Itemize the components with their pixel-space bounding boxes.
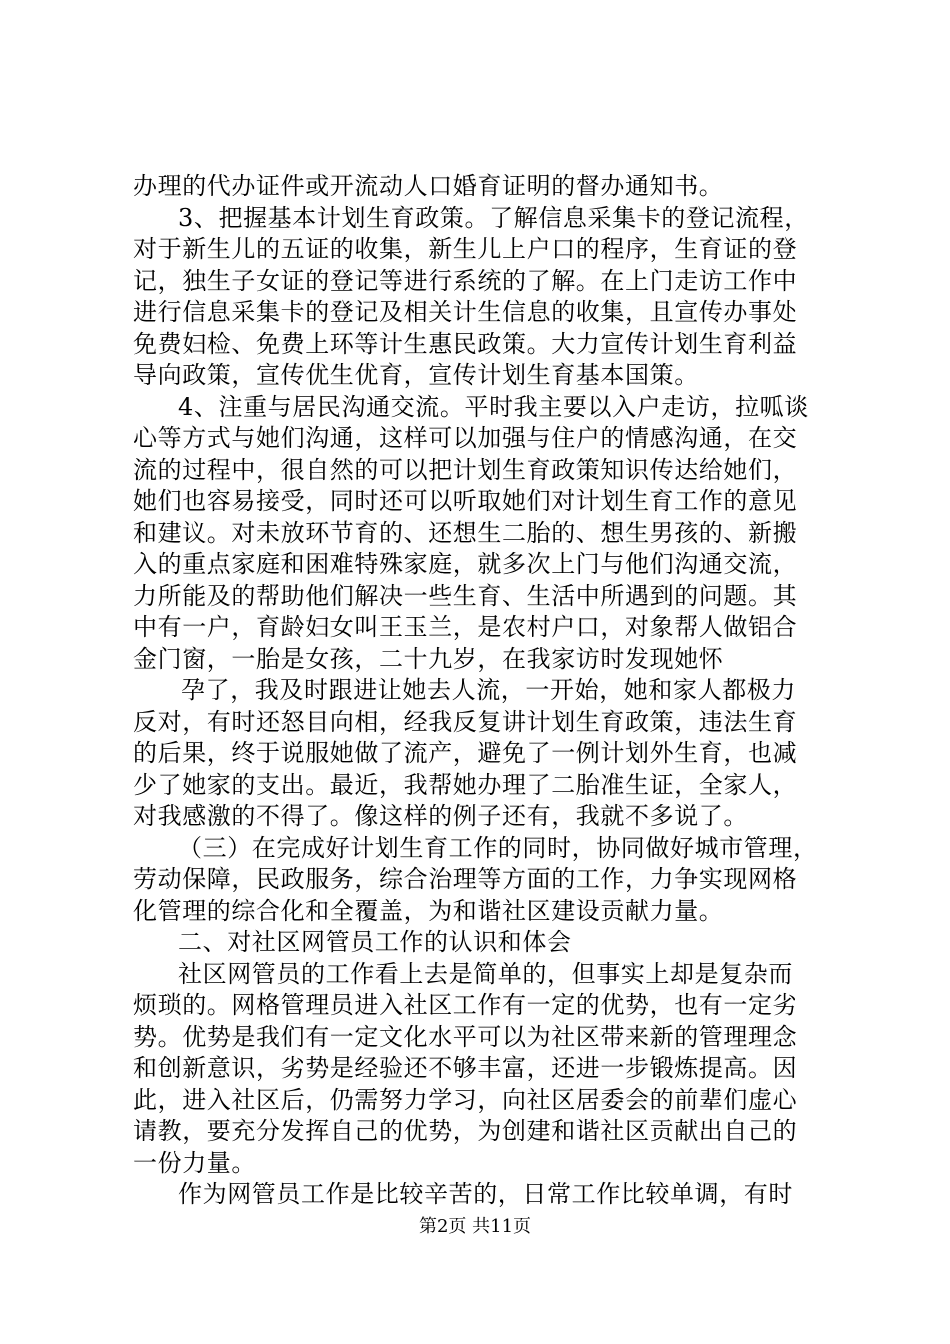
text-line: 和创新意识，劣势是经验还不够丰富，还进一步锻炼提高。因 <box>133 1054 798 1082</box>
text-line: 流的过程中，很自然的可以把计划生育政策知识传达给她们， <box>133 455 798 484</box>
text-line: （三）在完成好计划生育工作的同时，协同做好城市管理， <box>178 833 818 862</box>
text-line: 心等方式与她们沟通，这样可以加强与住户的情感沟通，在交 <box>133 424 798 452</box>
text-line: 孕了，我及时跟进让她去人流，一开始，她和家人都极力 <box>181 676 796 704</box>
text-line: 对于新生儿的五证的收集，新生儿上户口的程序，生育证的登 <box>133 235 798 263</box>
text-line: 作为网管员工作是比较辛苦的，日常工作比较单调，有时 <box>178 1180 793 1208</box>
text-line: 和建议。对未放环节育的、还想生二胎的、想生男孩的、新搬 <box>133 518 798 547</box>
text-line: 社区网管员的工作看上去是简单的，但事实上却是复杂而 <box>178 959 793 988</box>
text-line: 中有一户，育龄妇女叫王玉兰，是农村户口，对象帮人做铝合 <box>133 613 798 641</box>
text-line: 3、把握基本计划生育政策。了解信息采集卡的登记流程， <box>178 203 809 232</box>
text-line: 办理的代办证件或开流动人口婚育证明的督办通知书。 <box>133 172 724 200</box>
text-line: 反对，有时还怒目向相，经我反复讲计划生育政策，违法生育 <box>133 707 798 736</box>
text-line: 入的重点家庭和困难特殊家庭，就多次上门与他们沟通交流， <box>133 550 798 578</box>
text-line: 对我感激的不得了。像这样的例子还有，我就不多说了。 <box>133 802 748 830</box>
text-line: 4、注重与居民沟通交流。平时我主要以入户走访，拉呱谈 <box>178 392 809 421</box>
text-line: 进行信息采集卡的登记及相关计生信息的收集，且宣传办事处 <box>133 298 798 326</box>
text-line: 烦琐的。网格管理员进入社区工作有一定的优势，也有一定劣 <box>133 991 798 1019</box>
document-body <box>133 171 833 1211</box>
text-line: 金门窗，一胎是女孩，二十九岁，在我家访时发现她怀 <box>133 644 724 673</box>
text-line: 此，进入社区后，仍需努力学习，向社区居委会的前辈们虚心 <box>133 1085 798 1114</box>
text-line: 劳动保障，民政服务，综合治理等方面的工作，力争实现网格 <box>133 865 798 893</box>
text-line: 免费妇检、免费上环等计生惠民政策。大力宣传计划生育利益 <box>133 329 798 358</box>
text-line: 导向政策，宣传优生优育，宣传计划生育基本国策。 <box>133 361 699 389</box>
text-line: 力所能及的帮助他们解决一些生育、生活中所遇到的问题。其 <box>133 581 798 610</box>
text-line: 一份力量。 <box>133 1148 256 1177</box>
text-line: 她们也容易接受，同时还可以听取她们对计划生育工作的意见 <box>133 487 798 515</box>
section-heading: 二、对社区网管员工作的认识和体会 <box>178 928 572 956</box>
text-line: 势。优势是我们有一定文化水平可以为社区带来新的管理理念 <box>133 1022 798 1051</box>
text-line: 请教，要充分发挥自己的优势，为创建和谐社区贡献出自己的 <box>133 1117 798 1145</box>
page-number-footer: 第2页 共11页 <box>418 1216 532 1237</box>
text-line: 化管理的综合化和全覆盖，为和谐社区建设贡献力量。 <box>133 896 724 925</box>
text-line: 少了她家的支出。最近，我帮她办理了二胎准生证，全家人， <box>133 770 798 799</box>
text-line: 记，独生子女证的登记等进行系统的了解。在上门走访工作中 <box>133 266 798 295</box>
text-line: 的后果，终于说服她做了流产，避免了一例计划外生育，也减 <box>133 739 798 767</box>
